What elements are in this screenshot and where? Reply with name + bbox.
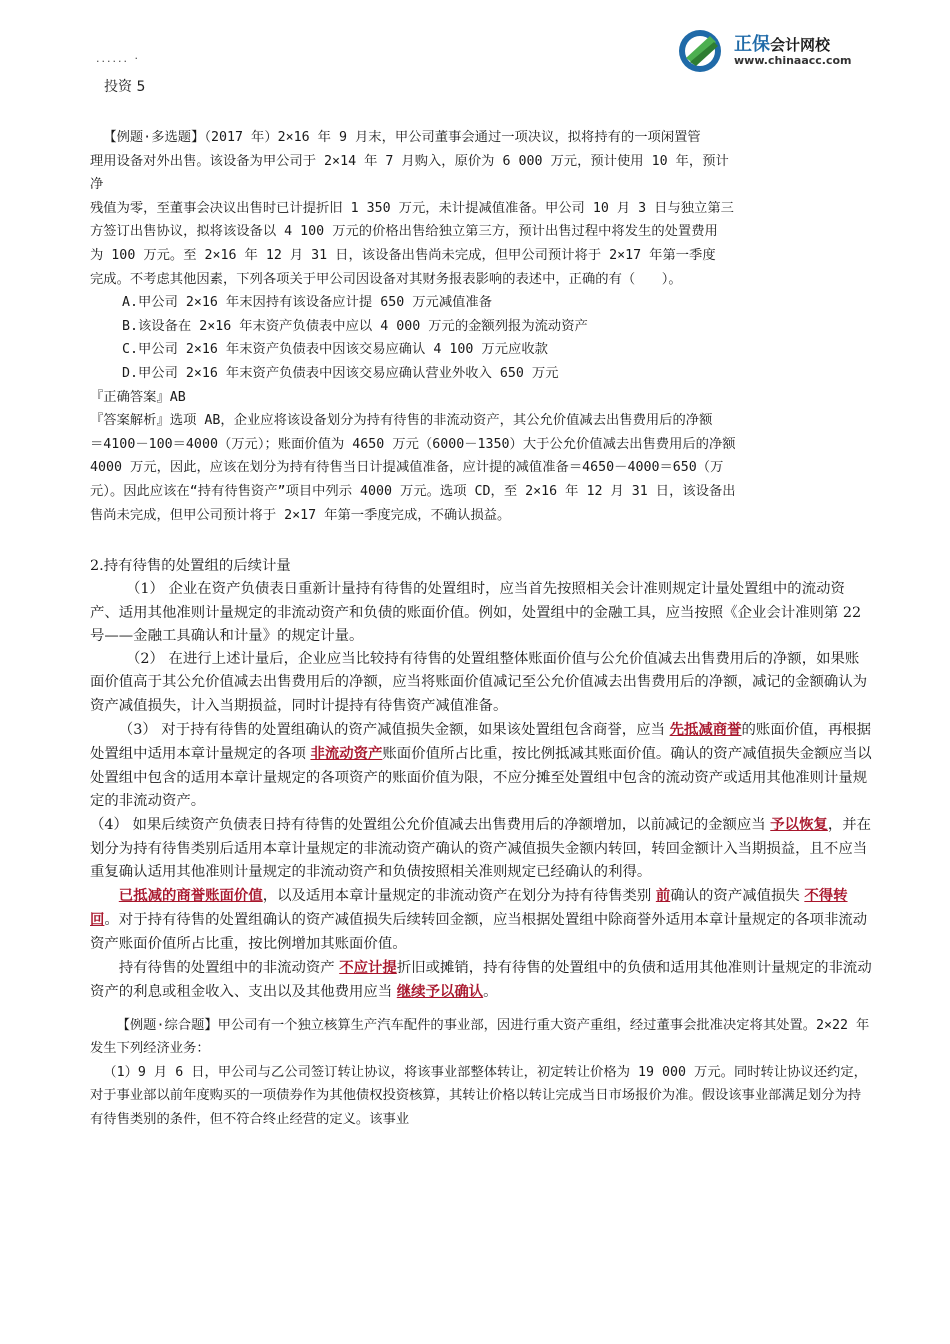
- analysis-line: ＝4100－100＝4000（万元）；账面价值为 4650 万元（6000－1350）大于公允价值减去出售费用后的净额: [90, 436, 736, 452]
- analysis-line: 元）。因此应该在“持有待售资产”项目中列示 4000 万元。选项 CD，至 2×16 年 12 月 31 日，该设备出: [90, 483, 736, 499]
- logo-brand-sub: 会计网校: [770, 36, 831, 54]
- option-d: D.甲公司 2×16 年末资产负债表中因该交易应确认营业外收入 650 万元: [122, 365, 559, 381]
- logo-emblem-icon: [676, 28, 728, 74]
- p5-text-1: ，以及适用本章计量规定的非流动资产在划分为持有待售类别: [262, 888, 656, 905]
- analysis-line: 『答案解析』选项 AB，企业应将该设备划分为持有待售的非流动资产，其公允价值减去出售费用后的净额: [90, 413, 713, 429]
- question-line: 完成。不考虑其他因素，下列各项关于甲公司因设备对其财务报表影响的表述中，正确的有（ ）。: [90, 271, 682, 287]
- paragraph-5: [90, 884, 872, 956]
- paragraph-6: [90, 956, 872, 1005]
- analysis-line: 售尚未完成，但甲公司预计将于 2×17 年第一季度完成，不确认损益。: [90, 507, 511, 523]
- p3-text-3: 账面价值所占比重，按比例抵减其账面价值。确认的资产减值损失金额应当以处置组中包含的适用本章计量规定的各项资产的账面价值为限，不应分摊至处置组中包含的流动资产或适用其他准则计量规定的非流动资产。: [90, 746, 872, 809]
- example2-item-1: （1）9 月 6 日，甲公司与乙公司签订转让协议，将该事业部整体转让，初定转让价格为 19 000 万元。同时转让协议还约定，对于事业部以前年度购买的一项债券作为其他债权投资核算，其转让价格以转让完成当日市场报价为准。假设该事业部满足划分为持有待售类别的条件，但不符合终止经营的定义。该事业: [90, 1064, 867, 1127]
- p3-text-1: （3） 对于持有待售的处置组确认的资产减值损失金额，如果该处置组包含商誉，应当: [118, 722, 670, 739]
- paragraph-2: （2） 在进行上述计量后，企业应当比较持有待售的处置组整体账面价值与公允价值减去出售费用后的净额，如果账面价值高于其公允价值减去出售费用后的净额，应当将账面价值减记至公允价值减去出售费用后的净额，减记的金额确认为资产减值损失，计入当期损益，同时计提持有待售资产减值准备。: [90, 651, 868, 714]
- p6-text-1: 持有待售的处置组中的非流动资产: [118, 960, 340, 977]
- p3-highlight-2: 非流动资产: [310, 745, 383, 763]
- p3-text-2: 的账面价值，再根据处置组中适用本章计量规定的各项: [90, 722, 872, 763]
- paragraph-3: [90, 718, 872, 813]
- logo-url: www.chinaacc.com: [734, 54, 852, 67]
- p4-highlight-1: 予以恢复: [770, 816, 828, 834]
- p5-text-2: 确认的资产减值损失: [670, 888, 805, 905]
- question-line: 理用设备对外出售。该设备为甲公司于 2×14 年 7 月购入，原价为 6 000 万元，预计使用 10 年，预计: [90, 153, 729, 169]
- option-a: A.甲公司 2×16 年末因持有该设备应计提 650 万元减值准备: [122, 295, 493, 311]
- question-line: 残值为零，至董事会决议出售时已计提折旧 1 350 万元，未计提减值准备。甲公司 10 月 3 日与独立第三: [90, 200, 734, 216]
- chinaacc-logo: [676, 28, 866, 74]
- header-fragment: ...... ·: [96, 52, 140, 65]
- example2-intro: 【例题·综合题】甲公司有一个独立核算生产汽车配件的事业部，因进行重大资产重组，经过董事会批准决定将其处置。2×22 年发生下列经济业务：: [90, 1018, 870, 1057]
- question-line: 为 100 万元。至 2×16 年 12 月 31 日，该设备出售尚未完成，但甲公司预计将于 2×17 年第一季度: [90, 247, 716, 263]
- p5-highlight-1: 已抵减的商誉账面价值: [118, 887, 263, 905]
- logo-brand: [734, 30, 830, 56]
- p5-highlight-2: 前: [655, 887, 671, 905]
- p6-text-2: 折旧或摊销，持有待售的处置组中的负债和适用其他准则计量规定的非流动资产的利息或租金收入、支出以及其他费用应当: [90, 960, 872, 1001]
- option-c: C.甲公司 2×16 年末资产负债表中因该交易应确认 4 100 万元应收款: [122, 342, 548, 358]
- analysis-line: 4000 万元，因此，应该在划分为持有待售当日计提减值准备，应计提的减值准备＝4650－4000＝650（万: [90, 460, 724, 476]
- p5-text-3: 。对于持有待售的处置组确认的资产减值损失后续转回金额，应当根据处置组中除商誉外适用本章计量规定的各项非流动资产账面价值所占比重，按比例增加其账面价值。: [90, 912, 868, 952]
- p6-text-3: 。: [483, 984, 498, 1001]
- p4-text-2: ，并在划分为持有待售类别后适用本章计量规定的非流动资产确认的资产减值损失金额内转回，转回金额计入当期损益，且不应当重复确认适用其他准则计量规定的非流动资产和负债按照相关准则规定已经确认的利得。: [90, 817, 872, 880]
- p5-highlight-3: 不得转回: [90, 887, 848, 929]
- p4-text-1: （4） 如果后续资产负债表日持有待售的处置组公允价值减去出售费用后的净额增加，以前减记的金额应当: [90, 817, 771, 834]
- paragraph-1: （1） 企业在资产负债表日重新计量持有待售的处置组时，应当首先按照相关会计准则规定计量处置组中的流动资产、适用其他准则计量规定的非流动资产和负债的账面价值。例如，处置组中的金融工具，应当按照《企业会计准则第 22 号——金融工具确认和计量》的规定计量。: [90, 581, 862, 644]
- p6-highlight-1: 不应计提: [339, 959, 397, 977]
- example-multiple-choice: [90, 126, 872, 527]
- p6-highlight-2: 继续予以确认: [396, 983, 484, 1001]
- section-subsequent-measurement: [90, 555, 872, 1005]
- section-title: 2.持有待售的处置组的后续计量: [90, 558, 291, 574]
- example-comprehensive: [90, 1014, 872, 1131]
- question-line: 净: [90, 177, 104, 193]
- logo-brand-main: 正保: [734, 34, 770, 55]
- question-line: 方签订出售协议，拟将该设备以 4 100 万元的价格出售给独立第三方，预计出售过程中将发生的处置费用: [90, 224, 718, 240]
- p3-highlight-1: 先抵减商誉: [669, 721, 742, 739]
- paragraph-4: [90, 813, 872, 884]
- correct-answer: 『正确答案』AB: [90, 389, 186, 405]
- header-subtitle: 投资 5: [104, 79, 146, 95]
- question-line: 【例题·多选题】（2017 年）2×16 年 9 月末，甲公司董事会通过一项决议，拟将持有的一项闲置管: [103, 130, 701, 145]
- option-b: B.该设备在 2×16 年末资产负债表中应以 4 000 万元的金额列报为流动资产: [122, 318, 588, 334]
